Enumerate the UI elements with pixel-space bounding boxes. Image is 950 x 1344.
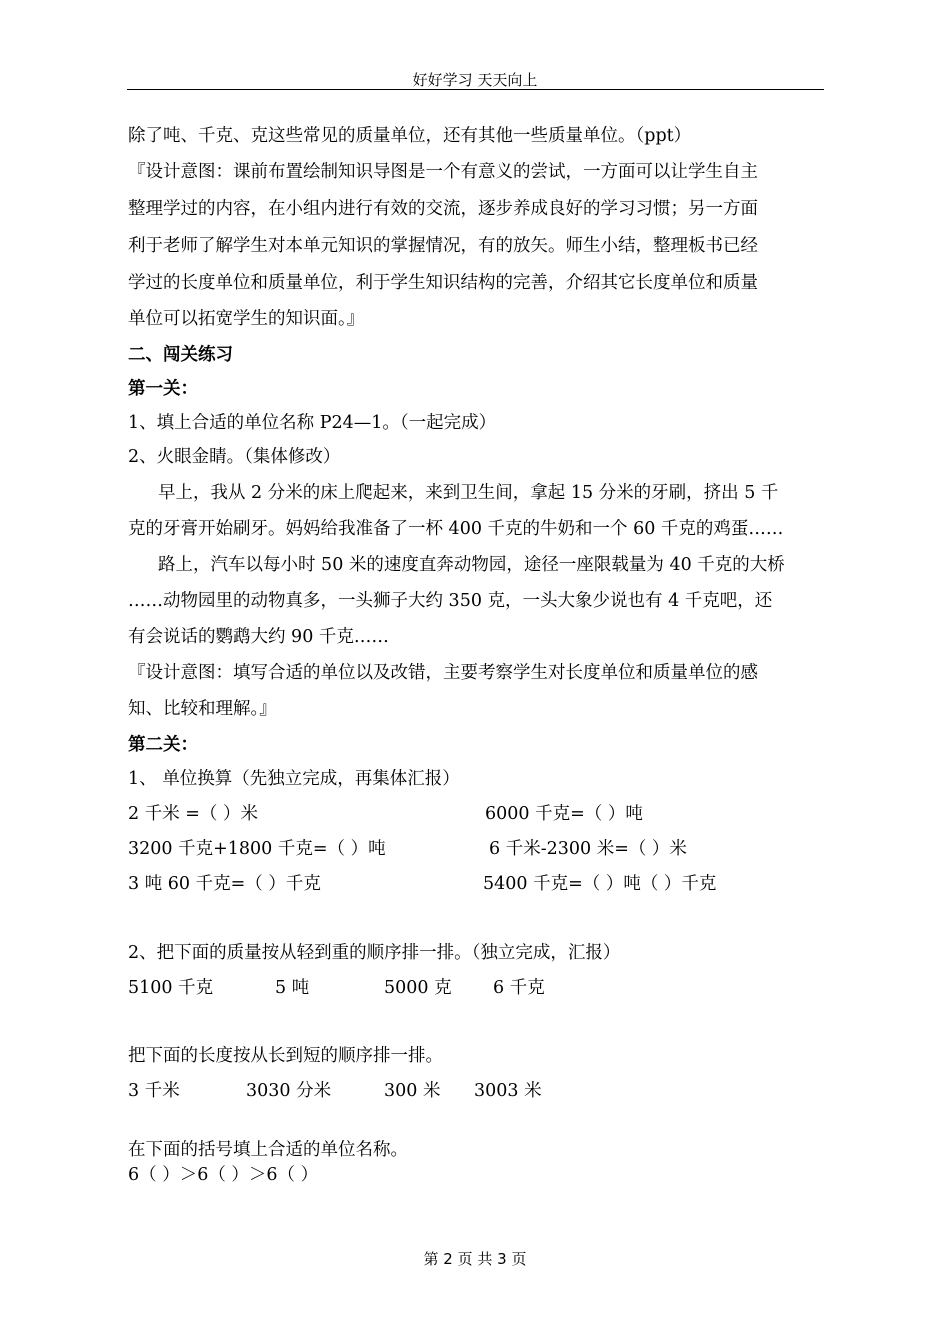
conversion-item: 3 吨 60 千克=（ ）千克 bbox=[128, 874, 321, 894]
length-item: 3030 分米 bbox=[246, 1081, 332, 1101]
text-line: 1、 单位换算（先独立完成，再集体汇报） bbox=[128, 769, 460, 789]
level-heading: 第二关： bbox=[128, 735, 198, 755]
length-item: 3 千米 bbox=[128, 1081, 180, 1101]
length-item: 300 米 bbox=[384, 1081, 441, 1101]
conversion-item: 2 千米 =（ ）米 bbox=[128, 804, 258, 824]
story-line: 早上，我从 2 分米的床上爬起来，来到卫生间，拿起 15 分米的牙刷，挤出 5 千 bbox=[158, 483, 779, 503]
mass-item: 5000 克 bbox=[384, 978, 452, 998]
mass-item: 6 千克 bbox=[493, 978, 545, 998]
level-heading: 第一关： bbox=[128, 379, 198, 399]
story-line: 有会说话的鹦鹉大约 90 千克…… bbox=[128, 627, 389, 647]
mass-item: 5 吨 bbox=[275, 978, 310, 998]
page-footer: 第 2 页 共 3 页 bbox=[423, 1250, 527, 1268]
text-line: 2、火眼金睛。（集体修改） bbox=[128, 447, 341, 467]
text-line: 学过的长度单位和质量单位，利于学生知识结构的完善，介绍其它长度单位和质量 bbox=[128, 273, 758, 293]
text-line: 知、比较和理解。』 bbox=[128, 699, 277, 719]
text-line: 1、填上合适的单位名称 P24—1。（一起完成） bbox=[128, 413, 497, 433]
conversion-item: 6 千米-2300 米=（ ）米 bbox=[489, 839, 687, 859]
text-line: 在下面的括号填上合适的单位名称。 bbox=[128, 1140, 408, 1160]
text-line: 『设计意图：课前布置绘制知识导图是一个有意义的尝试，一方面可以让学生自主 bbox=[128, 162, 758, 182]
text-line: 『设计意图：填写合适的单位以及改错，主要考察学生对长度单位和质量单位的感 bbox=[128, 663, 758, 683]
text-line: 单位可以拓宽学生的知识面。』 bbox=[128, 309, 365, 329]
text-line: 2、把下面的质量按从轻到重的顺序排一排。（独立完成，汇报） bbox=[128, 943, 621, 963]
text-line: 除了吨、千克、克这些常见的质量单位，还有其他一些质量单位。（ppt） bbox=[128, 126, 692, 146]
conversion-item: 3200 千克+1800 千克=（ ）吨 bbox=[128, 839, 386, 859]
text-line: 把下面的长度按从长到短的顺序排一排。 bbox=[128, 1046, 443, 1066]
text-line: 整理学过的内容，在小组内进行有效的交流，逐步养成良好的学习习惯；另一方面 bbox=[128, 199, 758, 219]
conversion-item: 6000 千克=（ ）吨 bbox=[485, 804, 643, 824]
section-heading: 二、闯关练习 bbox=[128, 345, 233, 365]
header-rule bbox=[127, 89, 824, 90]
conversion-item: 5400 千克=（ ）吨（ ）千克 bbox=[483, 874, 717, 894]
mass-item: 5100 千克 bbox=[128, 978, 214, 998]
story-line: 克的牙膏开始刷牙。妈妈给我准备了一杯 400 千克的牛奶和一个 60 千克的鸡蛋…… bbox=[128, 519, 784, 539]
length-item: 3003 米 bbox=[474, 1081, 542, 1101]
story-line: 路上，汽车以每小时 50 米的速度直奔动物园，途径一座限载量为 40 千克的大桥 bbox=[158, 555, 785, 575]
page-header: 好好学习 天天向上 bbox=[412, 71, 538, 89]
text-line: 利于老师了解学生对本单元知识的掌握情况，有的放矢。师生小结，整理板书已经 bbox=[128, 236, 758, 256]
story-line: ……动物园里的动物真多，一头狮子大约 350 克，一头大象少说也有 4 千克吧，还 bbox=[128, 591, 773, 611]
fill-blank-line: 6（ ）＞6（ ）＞6（ ） bbox=[128, 1165, 319, 1185]
